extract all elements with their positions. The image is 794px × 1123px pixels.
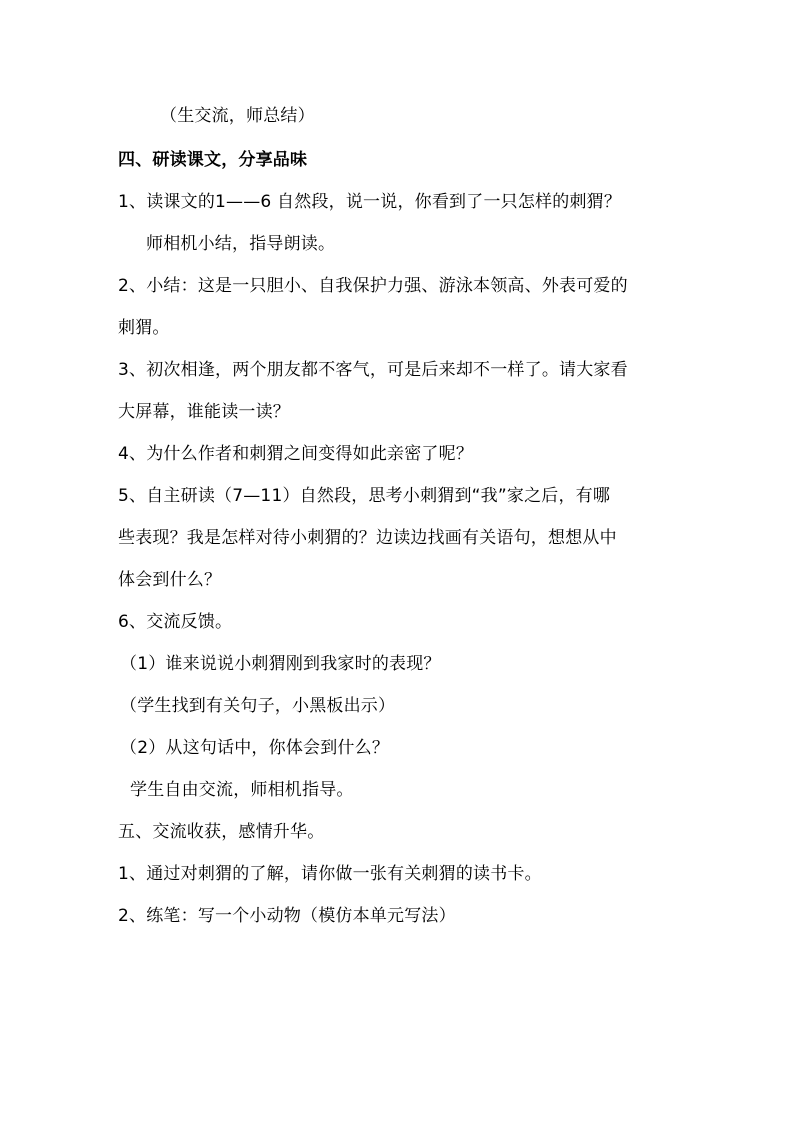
list-item-2: 2、小结：这是一只胆小、自我保护力强、游泳本领高、外表可爱的	[118, 276, 628, 296]
text-line-teacher-summary: 师相机小结，指导朗读。	[146, 234, 336, 254]
sub-item-1: （1）谁来说说小刺猬刚到我家时的表现？	[120, 654, 441, 674]
list-item-5: 5、自主研读（7—11）自然段，思考小刺猬到“我”家之后，有哪	[118, 486, 611, 506]
list-item-2-continued: 刺猬。	[118, 318, 170, 338]
list-item-4: 4、为什么作者和刺猬之间变得如此亲密了呢？	[118, 444, 474, 464]
section-heading-four: 四、研读课文，分享品味	[118, 150, 308, 170]
list-item-3-continued: 大屏幕，谁能读一读？	[118, 402, 290, 422]
text-line-student-exchange: 学生自由交流，师相机指导。	[130, 780, 354, 800]
text-line-student-find: （学生找到有关句子，小黑板出示）	[120, 696, 396, 716]
list-item-5-continued-1: 些表现？我是怎样对待小刺猬的？边读边找画有关语句，想想从中	[118, 528, 617, 548]
list-item-3: 3、初次相逢，两个朋友都不客气，可是后来却不一样了。请大家看	[118, 360, 628, 380]
section-heading-five: 五、交流收获，感情升华。	[118, 822, 325, 842]
list-item-1: 1、读课文的1——6 自然段，说一说，你看到了一只怎样的刺猬？	[118, 192, 622, 212]
sub-item-2: （2）从这句话中，你体会到什么？	[120, 738, 390, 758]
list-item-reading-card: 1、通过对刺猬的了解，请你做一张有关刺猬的读书卡。	[118, 864, 542, 884]
list-item-writing-practice: 2、练笔：写一个小动物（模仿本单元写法）	[118, 906, 456, 926]
text-line-summary-note: （生交流，师总结）	[160, 106, 315, 126]
list-item-6: 6、交流反馈。	[118, 612, 233, 632]
list-item-5-continued-2: 体会到什么？	[118, 570, 222, 590]
